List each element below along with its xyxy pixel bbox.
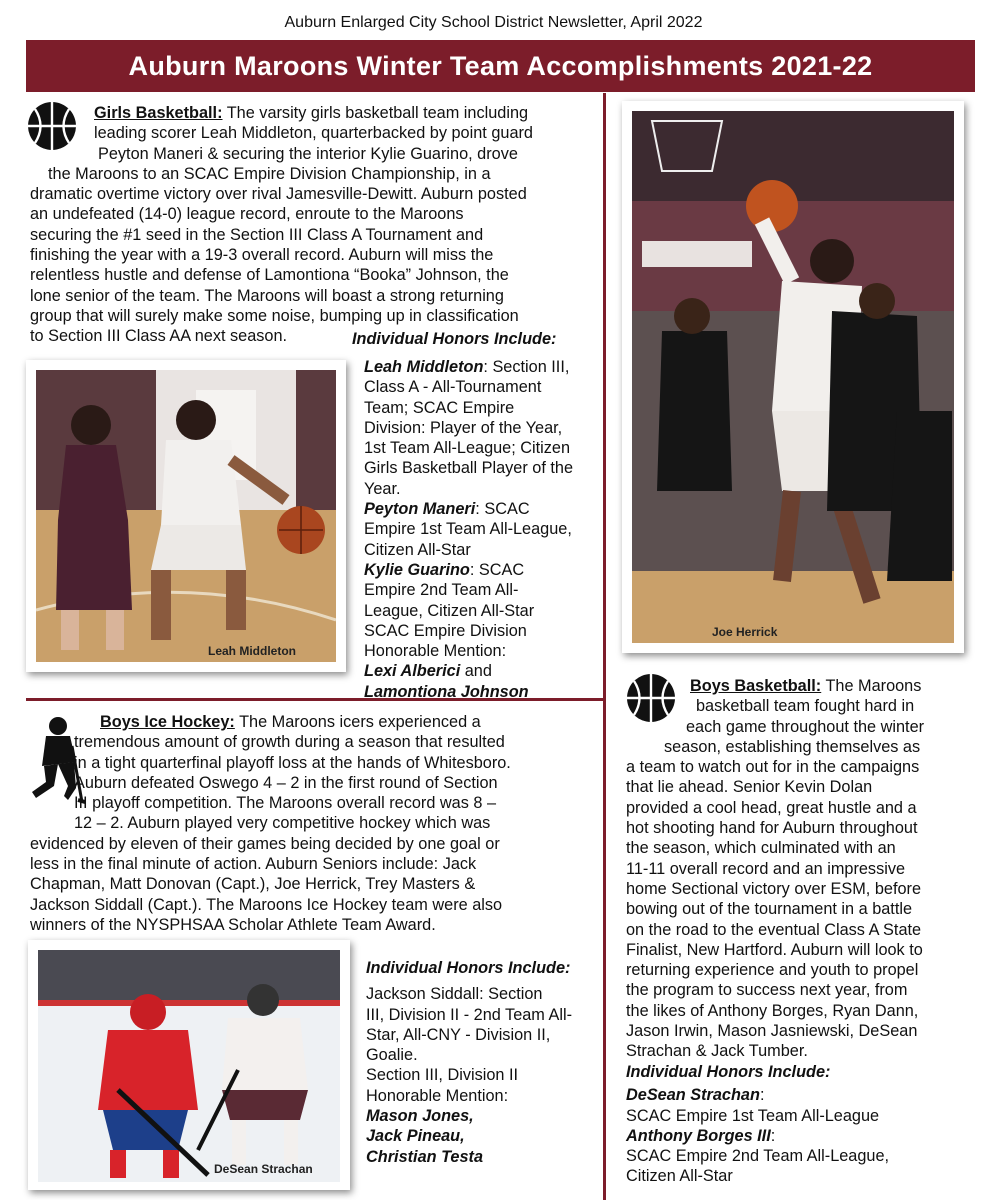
article-line: on the road to the eventual Class A State <box>626 920 922 939</box>
honor-line: Honorable Mention: <box>364 642 507 661</box>
photo-caption: Leah Middleton <box>208 644 296 658</box>
honor-line: Goalie. <box>366 1046 418 1065</box>
honor-line: : SCAC <box>475 500 530 519</box>
hockey-honors <box>366 958 602 1167</box>
article-line: Jason Irwin, Mason Jasniewski, DeSean <box>626 1022 918 1041</box>
honor-line: III, Division II - 2nd Team All- <box>366 1005 573 1024</box>
article-line: to Section III Class AA next season. <box>30 327 288 346</box>
honor-line: Empire 2nd Team All- <box>364 581 519 600</box>
article-line: The Maroons <box>821 677 922 695</box>
honoree-name: DeSean Strachan <box>626 1086 760 1105</box>
honor-line: SCAC Empire 2nd Team All-League, <box>626 1147 890 1166</box>
honor-line: Citizen All-Star <box>364 540 471 559</box>
honor-line: Citizen All-Star <box>626 1167 733 1186</box>
article-line: winners of the NYSPHSAA Scholar Athlete Team Award. <box>30 915 436 934</box>
article-line: returning experience and youth to propel <box>626 961 919 980</box>
honoree-name: Anthony Borges III <box>626 1126 771 1145</box>
honor-line: : SCAC <box>469 560 525 579</box>
article-line: an undefeated (14-0) league record, enroute to the Maroons <box>30 205 464 224</box>
boys-basketball-article <box>626 676 968 1062</box>
honoree-name: Jack Pineau, <box>366 1127 465 1146</box>
article-line: a team to watch out for in the campaigns <box>626 758 920 777</box>
honor-line: SCAC Empire Division <box>364 621 527 640</box>
honoree-name: Kylie Guarino <box>364 560 470 579</box>
article-line: 11-11 overall record and an impressive <box>626 859 906 878</box>
photo-caption: DeSean Strachan <box>214 1162 313 1176</box>
boys-ice-hockey-article <box>30 712 595 935</box>
honor-line: : <box>770 1126 776 1145</box>
article-line: The Maroons icers experienced a <box>234 713 481 731</box>
article-line: each game throughout the winter <box>686 717 925 736</box>
honoree-name: Lamontiona Johnson <box>364 682 529 701</box>
girls-basketball-article <box>30 103 585 347</box>
article-line: in a tight quarterfinal playoff loss at the hands of Whitesboro. <box>74 753 511 772</box>
honor-line: Team; SCAC Empire <box>364 398 515 417</box>
column-divider <box>603 93 606 1200</box>
boys-basketball-photo <box>622 101 964 653</box>
honor-line: Year. <box>364 479 401 498</box>
girls-basketball-heading: Girls Basketball: <box>94 104 223 122</box>
article-line: season, establishing themselves as <box>664 737 921 756</box>
article-line: the likes of Anthony Borges, Ryan Dann, <box>626 1001 919 1020</box>
article-line: hot shooting hand for Auburn throughout <box>626 819 918 838</box>
newsletter-masthead: Auburn Enlarged City School District Newsletter, April 2022 <box>284 14 703 31</box>
honor-line: Division: Player of the Year, <box>364 418 563 437</box>
article-line: the program to success next year, from <box>626 981 908 1000</box>
article-line: Chapman, Matt Donovan (Capt.), Joe Herrick, Trey Masters & <box>30 875 476 894</box>
honoree-name: Mason Jones, <box>366 1107 474 1126</box>
honor-line: : <box>759 1086 765 1105</box>
article-line: provided a cool head, great hustle and a <box>626 798 917 817</box>
honor-line: Class A - All-Tournament <box>364 378 542 397</box>
honoree-name: Lexi Alberici <box>364 662 461 681</box>
article-line: group that will surely make some noise, bumping up in classification <box>30 306 519 325</box>
honor-line: Honorable Mention: <box>366 1086 509 1105</box>
boys-ice-hockey-heading: Boys Ice Hockey: <box>100 713 235 731</box>
article-line: the season, which culminated with an <box>626 839 896 858</box>
article-line: finishing the year with a 19-3 overall record. Auburn will miss the <box>30 246 494 265</box>
honor-line: League, Citizen All-Star <box>364 601 535 620</box>
article-line: leading scorer Leah Middleton, quarterbacked by point guard <box>94 124 533 143</box>
honor-line: Girls Basketball Player of the <box>364 459 574 478</box>
boys-honors <box>626 1062 971 1187</box>
honor-line: Star, All-CNY - Division II, <box>366 1025 551 1044</box>
article-line: Finalist, New Hartford. Auburn will look to <box>626 940 923 959</box>
article-line: bowing out of the tournament in a battle <box>626 900 913 919</box>
girls-basketball-photo <box>26 360 346 672</box>
honors-heading: Individual Honors Include: <box>626 1063 831 1081</box>
honor-line: and <box>460 662 492 681</box>
article-line: relentless hustle and defense of Lamontiona “Booka” Johnson, the <box>30 266 509 285</box>
honors-heading: Individual Honors Include: <box>366 959 571 977</box>
article-line: 12 – 2. Auburn played very competitive hockey which was <box>74 814 491 833</box>
honoree-name: Leah Middleton <box>364 358 484 376</box>
honor-line: 1st Team All-League; Citizen <box>364 439 571 458</box>
article-line: that lie ahead. Senior Kevin Dolan <box>626 778 873 797</box>
page-title: Auburn Maroons Winter Team Accomplishments 2021-22 <box>128 50 873 81</box>
honoree-name: Christian Testa <box>366 1147 484 1166</box>
honor-line: Jackson Siddall: Section <box>366 985 543 1004</box>
article-line: lone senior of the team. The Maroons will boast a strong returning <box>30 286 504 305</box>
article-line: less in the final minute of action. Auburn Seniors include: Jack <box>30 855 477 874</box>
article-line: Jackson Siddall (Capt.). The Maroons Ice Hockey team were also <box>30 895 503 914</box>
honor-line: : Section III, <box>483 358 570 376</box>
honor-line: Empire 1st Team All-League, <box>364 520 572 539</box>
article-line: tremendous amount of growth during a season that resulted <box>74 733 505 752</box>
girls-honors-heading <box>352 329 602 349</box>
honor-line: SCAC Empire 1st Team All-League <box>626 1106 880 1125</box>
boys-basketball-heading: Boys Basketball: <box>690 677 822 695</box>
article-line: securing the #1 seed in the Section III Class A Tournament and <box>30 225 484 244</box>
article-line: Auburn defeated Oswego 4 – 2 in the first round of Section <box>74 773 498 792</box>
article-line: Strachan & Jack Tumber. <box>626 1042 808 1061</box>
girls-honors-list <box>364 357 600 702</box>
honoree-name: Peyton Maneri <box>364 500 476 519</box>
article-line: dramatic overtime victory over rival Jamesville-Dewitt. Auburn posted <box>30 185 527 204</box>
article-line: The varsity girls basketball team including <box>222 104 529 122</box>
article-line: basketball team fought hard in <box>696 697 915 716</box>
title-banner <box>26 40 975 92</box>
article-line: evidenced by eleven of their games being decided by one goal or <box>30 834 500 853</box>
article-line: home Sectional victory over ESM, before <box>626 879 922 898</box>
honors-heading: Individual Honors Include: <box>352 330 557 348</box>
article-line: Peyton Maneri & securing the interior Kylie Guarino, drove <box>98 144 518 163</box>
article-line: the Maroons to an SCAC Empire Division Championship, in a <box>48 164 491 183</box>
photo-caption: Joe Herrick <box>712 625 778 639</box>
honor-line: Section III, Division II <box>366 1066 519 1085</box>
article-line: III playoff competition. The Maroons overall record was 8 – <box>74 794 497 813</box>
ice-hockey-photo <box>28 940 350 1190</box>
